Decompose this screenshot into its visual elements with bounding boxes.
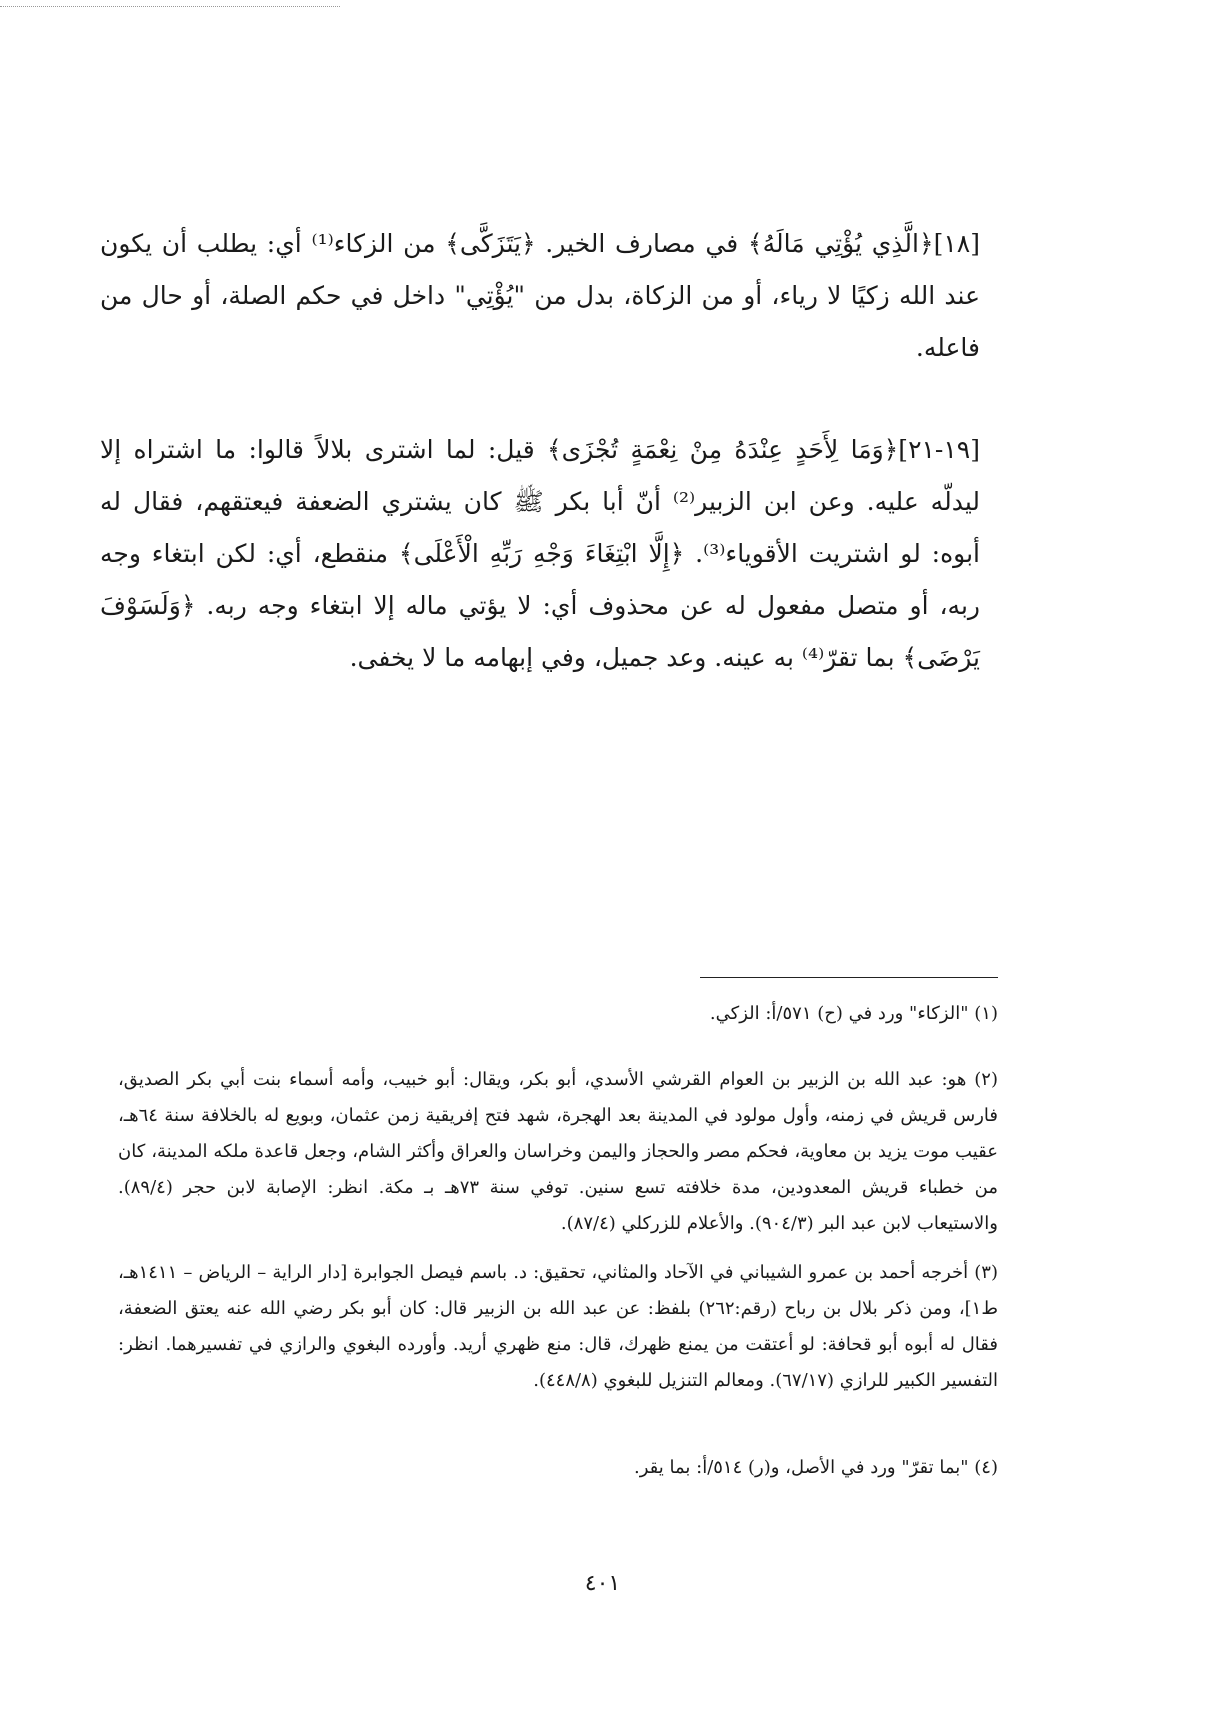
- footnote-2: [118, 1062, 998, 1242]
- main-paragraph-19-21: [100, 424, 980, 684]
- paragraph-text: [١٨]﴿الَّذِي يُؤْتِي مَالَهُ﴾ في مصارف الخير. ﴿يَتَزَكَّى﴾ من الزكاء⁽¹⁾ أي: يطلب أن يكون عند الله زكيًا لا رياء، أو من الزكاة، بدل من "يُؤْتِي" داخل في حكم الصلة، أو حال من فاعله.: [100, 229, 980, 362]
- footnote-separator: [700, 977, 998, 978]
- footnote-text: (٣) أخرجه أحمد بن عمرو الشيباني في الآحاد والمثاني، تحقيق: د. باسم فيصل الجوابرة [دار الراية – الرياض – ١٤١١هـ، ط١]، ومن ذكر بلال بن رباح (رقم:٢٦٢) بلفظ: عن عبد الله بن الزبير قال: كان أبو بكر رضي الله عنه يعتق الضعفة، فقال له أبوه أبو قحافة: لو أعتقت من يمنع ظهرك، قال: منع ظهري أريد. وأورده البغوي والرازي في تفسيرهما. انظر: التفسير الكبير للرازي (٦٧/١٧). ومعالم التنزيل للبغوي (٤٤٨/٨).: [118, 1262, 998, 1391]
- paragraph-text: [١٩-٢١]﴿وَمَا لِأَحَدٍ عِنْدَهُ مِنْ نِعْمَةٍ تُجْزَى﴾ قيل: لما اشترى بلالاً قالوا: ما اشتراه إلا ليدلّه عليه. وعن ابن الزبير⁽²⁾ أنّ أبا بكر ﷺ كان يشتري الضعفة فيعتقهم، فقال له أبوه: لو اشتريت الأقوياء⁽³⁾. ﴿إِلَّا ابْتِغَاءَ وَجْهِ رَبِّهِ الْأَعْلَى﴾ منقطع، أي: لكن ابتغاء وجه ربه، أو متصل مفعول له عن محذوف أي: لا يؤتي ماله إلا ابتغاء وجه ربه. ﴿وَلَسَوْفَ يَرْضَى﴾ بما تقرّ⁽⁴⁾ به عينه. وعد جميل، وفي إبهامه ما لا يخفى.: [100, 435, 981, 672]
- footnote-1: [118, 996, 998, 1032]
- footnote-text: (١) "الزكاء" ورد في (ح) ٥٧١/أ: الزكي.: [709, 1003, 998, 1024]
- footnote-4: [118, 1450, 998, 1486]
- footnote-3: [118, 1255, 998, 1399]
- scan-edge-mark: [0, 6, 340, 7]
- page-number: ٤٠١: [584, 1571, 621, 1596]
- main-paragraph-18: [100, 218, 980, 374]
- footnote-text: (٤) "بما تقرّ" ورد في الأصل، و(ر) ٥١٤/أ: بما يقر.: [634, 1457, 998, 1478]
- footnote-text: (٢) هو: عبد الله بن الزبير بن العوام القرشي الأسدي، أبو بكر، ويقال: أبو خبيب، وأمه أسماء بنت أبي بكر الصديق، فارس قريش في زمنه، وأول مولود في المدينة بعد الهجرة، شهد فتح إفريقية زمن عثمان، وبويع له بالخلافة سنة ٦٤هـ، عقيب موت يزيد بن معاوية، فحكم مصر والحجاز واليمن وخراسان والعراق وأكثر الشام، وجعل قاعدة ملكه المدينة، كان من خطباء قريش المعدودين، مدة خلافته تسع سنين. توفي سنة ٧٣هـ بـ مكة. انظر: الإصابة لابن حجر (٨٩/٤). والاستيعاب لابن عبد البر (٩٠٤/٣). والأعلام للزركلي (٨٧/٤).: [118, 1069, 998, 1234]
